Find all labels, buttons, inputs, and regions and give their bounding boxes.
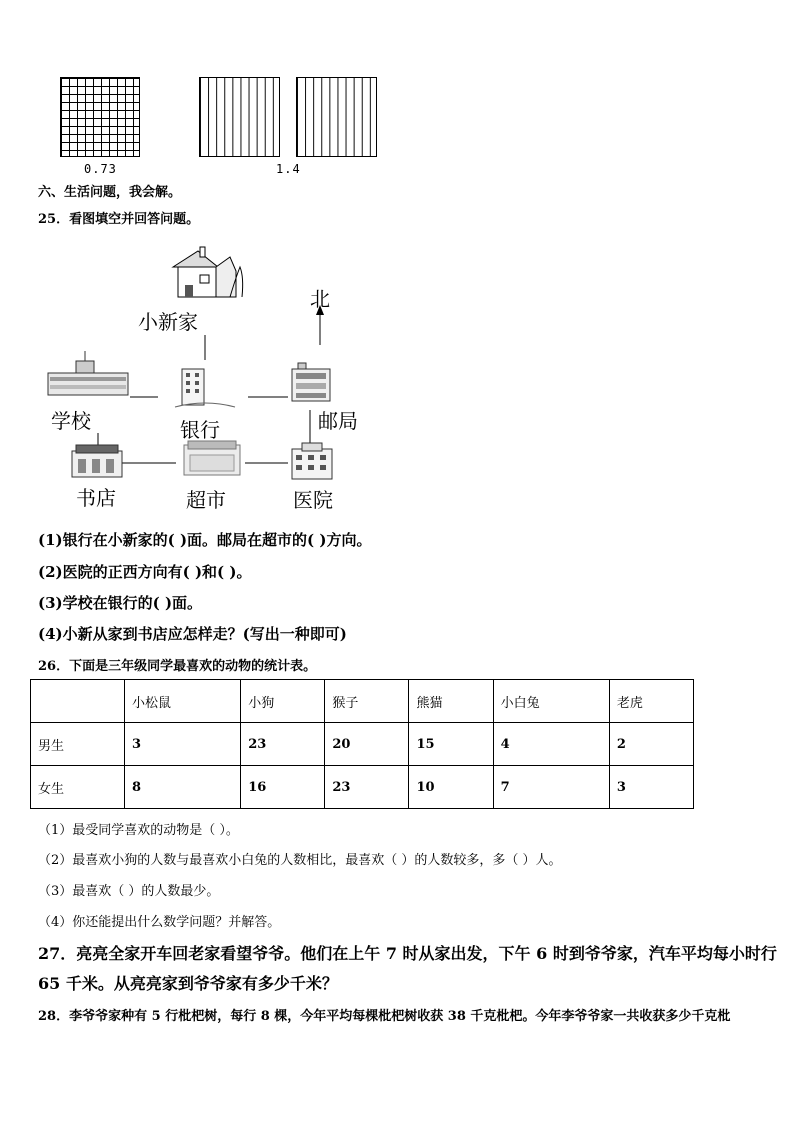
header-cell: 熊猫: [409, 680, 493, 723]
strip-square-2: [296, 77, 377, 157]
header-cell: 猴子: [325, 680, 409, 723]
header-cell: 小白兔: [493, 680, 609, 723]
header-cell: 老虎: [609, 680, 693, 723]
bank-icon: [175, 369, 235, 407]
label-hospital: 医院: [293, 488, 333, 512]
q26-item-4: （4）你还能提出什么数学问题？并解答。: [38, 915, 281, 930]
header-cell: 小狗: [241, 680, 325, 723]
label-bookstore: 书店: [76, 486, 116, 510]
q27-line-1: 27．亮亮全家开车回老家看望爷爷。他们在上午 7 时从家出发，下午 6 时到爷爷家，汽车平均每小时行: [38, 944, 777, 963]
hundred-grid: [60, 77, 140, 157]
table-row: [31, 723, 694, 766]
q25-item-2: (2)医院的正西方向有( )和( )。: [38, 563, 252, 581]
table-cell: 3: [125, 723, 241, 766]
label-home: 小新家: [138, 310, 198, 334]
row-label: 男生: [31, 723, 125, 766]
q25-item-3: (3)学校在银行的( )面。: [38, 594, 203, 612]
q28-text: 28．李爷爷家种有 5 行枇杷树，每行 8 棵，今年平均每棵枇杷树收获 38 千克枇杷。今年李爷爷家一共收获多少千克枇: [38, 1009, 731, 1024]
table-cell: 16: [241, 766, 325, 809]
house-icon: [173, 247, 243, 297]
grid-caption: 0.73: [84, 162, 117, 176]
section-title: 六、生活问题，我会解。: [38, 185, 182, 200]
q26-item-2: （2）最喜欢小狗的人数与最喜欢小白兔的人数相比，最喜欢（ ）的人数较多，多（ ）人。: [38, 853, 562, 868]
label-north: 北: [310, 287, 330, 311]
table-header-row: [31, 680, 694, 723]
q26-item-1: （1）最受同学喜欢的动物是（ ）。: [38, 823, 239, 838]
label-supermarket: 超市: [186, 488, 226, 512]
table-cell: 3: [609, 766, 693, 809]
q26-item-3: （3）最喜欢（ ）的人数最少。: [38, 884, 220, 899]
table-cell: 7: [493, 766, 609, 809]
strip-square-1: [199, 77, 280, 157]
hospital-icon: [292, 443, 332, 479]
table-cell: 2: [609, 723, 693, 766]
q25-title: 25．看图填空并回答问题。: [38, 212, 200, 227]
table-cell: 20: [325, 723, 409, 766]
label-bank: 银行: [180, 418, 220, 442]
stats-table: [30, 679, 694, 809]
table-cell: 23: [241, 723, 325, 766]
table-cell: 15: [409, 723, 493, 766]
strips-caption: 1.4: [276, 162, 301, 176]
header-cell: [31, 680, 125, 723]
school-icon: [48, 351, 128, 395]
supermarket-icon: [184, 441, 240, 475]
row-label: 女生: [31, 766, 125, 809]
header-cell: 小松鼠: [125, 680, 241, 723]
table-cell: 4: [493, 723, 609, 766]
q27-line-2: 65 千米。从亮亮家到爷爷家有多少千米？: [38, 974, 338, 993]
post-office-icon: [292, 363, 330, 401]
q25-item-1: (1)银行在小新家的( )面。邮局在超市的( )方向。: [38, 531, 372, 549]
table-cell: 10: [409, 766, 493, 809]
table-cell: 8: [125, 766, 241, 809]
table-row: [31, 766, 694, 809]
label-school: 学校: [51, 409, 91, 433]
q26-title: 26．下面是三年级同学最喜欢的动物的统计表。: [38, 659, 317, 674]
q25-item-4: (4)小新从家到书店应怎样走？(写出一种即可): [38, 625, 347, 643]
bookstore-icon: [72, 445, 122, 477]
table-cell: 23: [325, 766, 409, 809]
label-post-office: 邮局: [318, 409, 358, 433]
